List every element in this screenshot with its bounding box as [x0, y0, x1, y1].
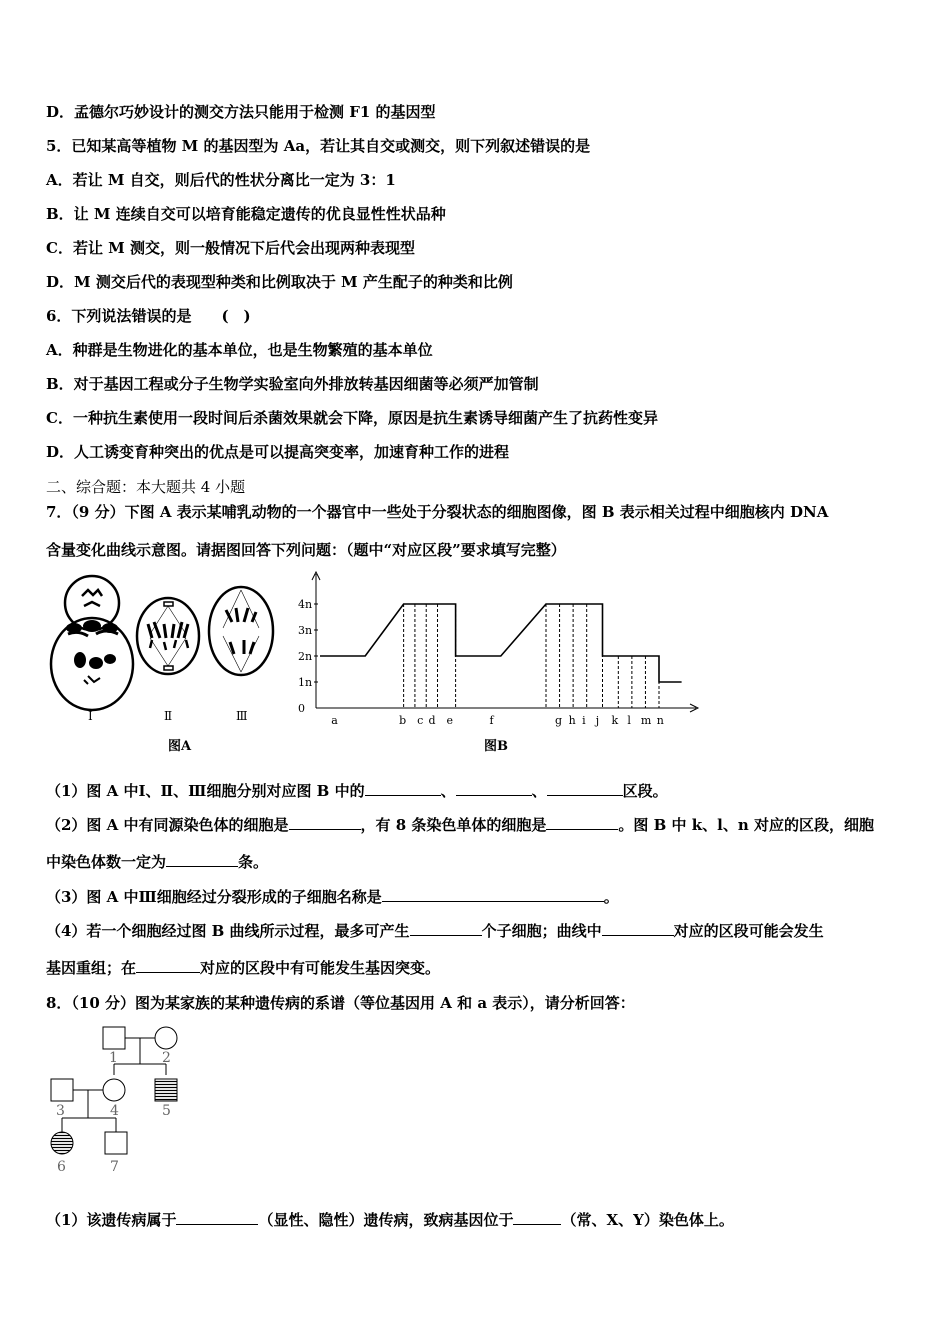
member-5-affected-male: [155, 1079, 177, 1101]
answer-blank[interactable]: [176, 1210, 258, 1225]
figure-b-chart: [292, 568, 702, 758]
y-tick-label: 4n: [298, 598, 313, 611]
answer-blank[interactable]: [547, 781, 623, 796]
q4-option-d: D．孟德尔巧妙设计的测交方法只能用于检测 F1 的基因型: [46, 103, 436, 121]
q7-sub2: [46, 815, 874, 835]
answer-blank[interactable]: [602, 921, 674, 936]
figure-b-caption: 图B: [484, 739, 508, 754]
q5-option-b: B．让 M 连续自交可以培育能稳定遗传的优良显性性状品种: [46, 205, 446, 223]
x-segment-label: h: [568, 714, 576, 727]
answer-blank[interactable]: [410, 921, 482, 936]
x-segment-label: g: [555, 714, 563, 727]
q8-sub1-text-c: （常、X、Y）染色体上。: [561, 1211, 734, 1229]
member-label: 5: [162, 1103, 171, 1119]
q7-sub3: [46, 887, 619, 907]
x-segment-label: c: [417, 714, 424, 727]
q7-sub2-text-b: ，有 8 条染色单体的细胞是: [360, 816, 547, 834]
x-segment-label: d: [428, 714, 436, 727]
figure-a: [40, 568, 290, 758]
member-3-male: [51, 1079, 73, 1101]
q6-option-d: D．人工诱变育种突出的优点是可以提高突变率，加速育种工作的进程: [46, 443, 510, 461]
answer-blank[interactable]: [365, 781, 441, 796]
q6-stem: 6．下列说法错误的是 ( ): [46, 307, 251, 325]
q7-sub4-text: （4）若一个细胞经过图 B 曲线所示过程，最多可产生: [46, 922, 410, 940]
q7-sub1-end: 区段。: [622, 782, 668, 800]
x-segment-label: m: [640, 714, 652, 727]
q8-sub1-text: （1）该遗传病属于: [46, 1211, 177, 1229]
answer-blank[interactable]: [513, 1210, 561, 1225]
member-label: 3: [56, 1103, 65, 1119]
dna-content-series: [320, 604, 682, 682]
x-segment-label: a: [331, 714, 338, 727]
y-tick-label: 3n: [298, 624, 313, 637]
x-segment-label: i: [582, 714, 586, 727]
pedigree-chart: [40, 1020, 200, 1180]
y-tick-label: 0: [298, 702, 305, 715]
answer-blank[interactable]: [382, 887, 604, 902]
q7-stem-line2: 含量变化曲线示意图。请据图回答下列问题：（题中“对应区段”要求填写完整）: [46, 541, 566, 559]
q5-option-a: A．若让 M 自交，则后代的性状分离比一定为 3：1: [46, 171, 396, 189]
q7-sub2-text-e: 条。: [238, 853, 269, 871]
answer-blank[interactable]: [136, 958, 200, 973]
x-segment-label: b: [399, 714, 407, 727]
x-segment-label: e: [446, 714, 454, 727]
answer-blank[interactable]: [166, 852, 238, 867]
q7-sub3-text: （3）图 A 中Ⅲ细胞经过分裂形成的子细胞名称是: [46, 888, 382, 906]
figure-a-caption: 图A: [168, 739, 192, 754]
q7-sub1-text: （1）图 A 中Ⅰ、Ⅱ、Ⅲ细胞分别对应图 B 中的: [46, 782, 365, 800]
q7-sub4-text-b: 个子细胞；曲线中: [481, 922, 602, 940]
cell-1: [51, 576, 133, 710]
q7-stem-line1: 7．（9 分）下图 A 表示某哺乳动物的一个器官中一些处于分裂状态的细胞图像，图 B 表示相关过程中细胞核内 DNA: [46, 503, 829, 521]
cell-3: [209, 587, 273, 675]
q7-sub2-cont: [46, 852, 268, 872]
q5-option-c: C．若让 M 测交，则一般情况下后代会出现两种表现型: [46, 239, 415, 257]
answer-blank[interactable]: [546, 815, 618, 830]
x-segment-label: f: [489, 714, 494, 727]
q7-sub2-text-d: 中染色体数一定为: [46, 853, 167, 871]
q6-option-b: B．对于基因工程或分子生物学实验室向外排放转基因细菌等必须严加管制: [46, 375, 539, 393]
x-segment-label: l: [627, 714, 631, 727]
q7-sub1: [46, 781, 668, 801]
member-7-male: [105, 1132, 127, 1154]
section-heading: 二、综合题：本大题共 4 小题: [46, 478, 246, 496]
answer-blank[interactable]: [289, 815, 361, 830]
cell-3-label: Ⅲ: [236, 709, 248, 723]
cell-2: [137, 598, 199, 674]
x-segment-label: k: [611, 714, 619, 727]
member-1-male: [103, 1027, 125, 1049]
q7-sub4-cont: [46, 958, 440, 978]
y-tick-label: 2n: [298, 650, 313, 663]
q6-option-a: A．种群是生物进化的基本单位，也是生物繁殖的基本单位: [46, 341, 433, 359]
answer-blank[interactable]: [456, 781, 532, 796]
q7-sub2-text: （2）图 A 中有同源染色体的细胞是: [46, 816, 289, 834]
q7-sub3-end: 。: [603, 888, 619, 906]
separator: 、: [531, 782, 547, 800]
q6-option-c: C．一种抗生素使用一段时间后杀菌效果就会下降，原因是抗生素诱导细菌产生了抗药性变异: [46, 409, 658, 427]
member-2-female: [155, 1027, 177, 1049]
x-segment-label: n: [656, 714, 664, 727]
q7-sub4-text-e: 对应的区段中有可能发生基因突变。: [200, 959, 441, 977]
q8-stem: 8．（10 分）图为某家族的某种遗传病的系谱（等位基因用 A 和 a 表示），请分析回答：: [46, 994, 635, 1012]
member-4-female: [103, 1079, 125, 1101]
cell-2-label: Ⅱ: [164, 709, 173, 723]
x-segment-label: j: [595, 714, 600, 727]
y-tick-label: 1n: [298, 676, 313, 689]
member-6-affected-female: [51, 1132, 73, 1154]
separator: 、: [440, 782, 456, 800]
q8-sub1: [46, 1210, 734, 1230]
member-label: 4: [110, 1103, 119, 1119]
q7-sub2-text-c: 。图 B 中 k、l、n 对应的区段，细胞: [618, 816, 874, 834]
q7-sub4-text-c: 对应的区段可能会发生: [673, 922, 824, 940]
member-label: 6: [57, 1159, 66, 1175]
cell-1-label: Ⅰ: [88, 709, 93, 723]
q8-sub1-text-b: （显性、隐性）遗传病，致病基因位于: [258, 1211, 514, 1229]
member-label: 2: [162, 1050, 171, 1066]
q7-sub4: [46, 921, 824, 941]
q7-sub4-text-d: 基因重组；在: [46, 959, 137, 977]
member-label: 7: [110, 1159, 119, 1175]
q5-option-d: D．M 测交后代的表现型种类和比例取决于 M 产生配子的种类和比例: [46, 273, 513, 291]
q5-stem: 5．已知某高等植物 M 的基因型为 Aa，若让其自交或测交，则下列叙述错误的是: [46, 137, 591, 155]
member-label: 1: [109, 1050, 118, 1066]
